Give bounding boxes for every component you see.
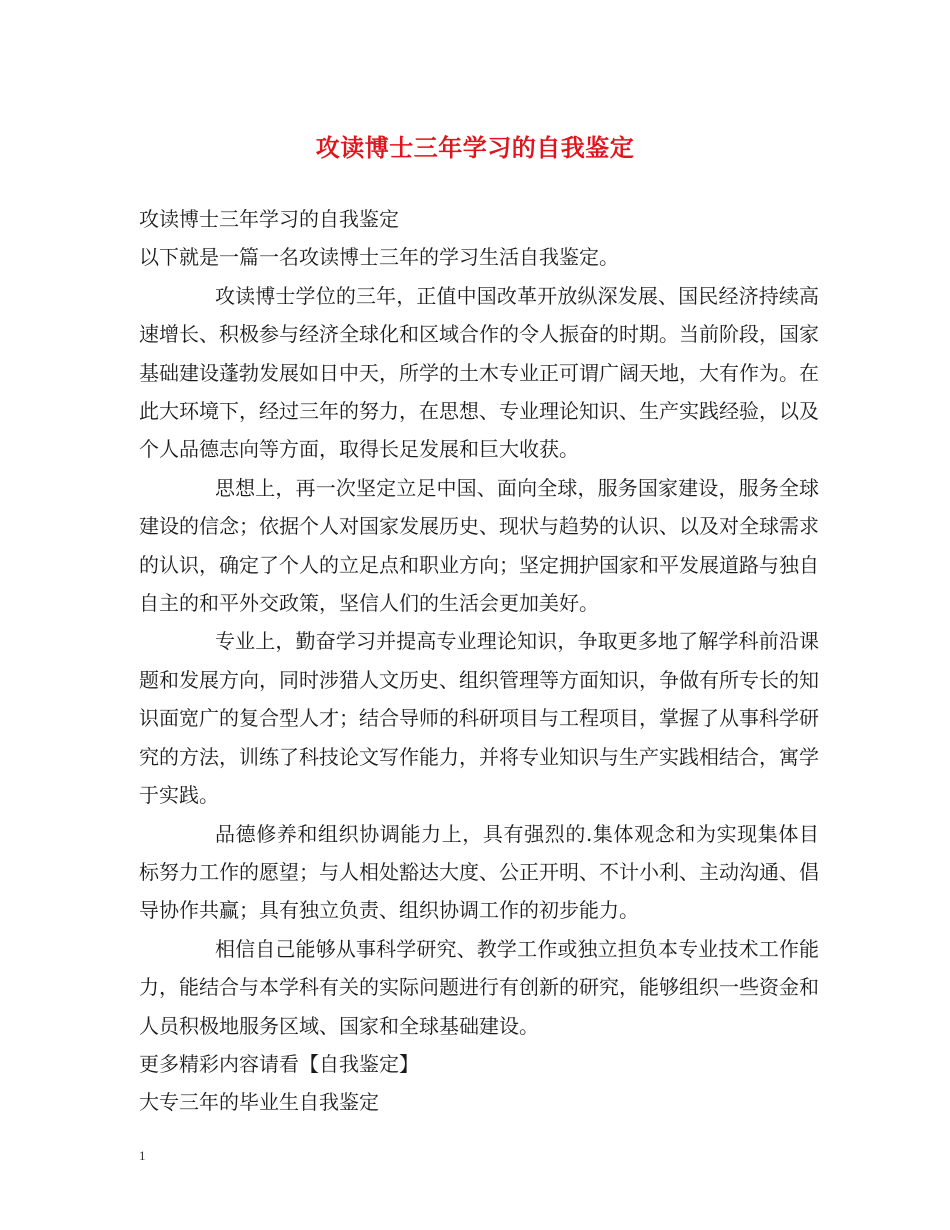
document-title: 攻读博士三年学习的自我鉴定 — [315, 133, 635, 162]
paragraph-4: 品德修养和组织协调能力上，具有强烈的.集体观念和为实现集体目标努力工作的愿望；与人相处豁达大度、公正开明、不计小利、主动沟通、倡导协作共赢；具有独立负责、组织协调工作的初步能力。 — [139, 821, 819, 923]
paragraph-1: 攻读博士学位的三年，正值中国改革开放纵深发展、国民经济持续高速增长、积极参与经济全球化和区域合作的令人振奋的时期。当前阶段，国家基础建设蓬勃发展如日中天，所学的土木专业正可谓广阔天地，大有作为。在此大环境下，经过三年的努力，在思想、专业理论知识、生产实践经验，以及个人品德志向等方面，取得长足发展和巨大收获。 — [139, 283, 819, 462]
document-body — [139, 200, 819, 1122]
intro-line: 以下就是一篇一名攻读博士三年的学习生活自我鉴定。 — [139, 245, 619, 270]
paragraph-5: 相信自己能够从事科学研究、教学工作或独立担负本专业技术工作能力，能结合与本学科有关的实际问题进行有创新的研究，能够组织一些资金和人员积极地服务区域、国家和全球基础建设。 — [139, 936, 819, 1038]
related-article-title[interactable]: 大专三年的毕业生自我鉴定 — [139, 1090, 379, 1115]
paragraph-2: 思想上，再一次坚定立足中国、面向全球，服务国家建设，服务全球建设的信念；依据个人对国家发展历史、现状与趋势的认识、以及对全球需求的认识，确定了个人的立足点和职业方向；坚定拥护国家和平发展道路与独自自主的和平外交政策，坚信人们的生活会更加美好。 — [139, 475, 819, 616]
more-content-link[interactable]: 更多精彩内容请看【自我鉴定】 — [139, 1051, 419, 1076]
paragraph-3: 专业上，勤奋学习并提高专业理论知识，争取更多地了解学科前沿课题和发展方向，同时涉猎人文历史、组织管理等方面知识，争做有所专长的知识面宽广的复合型人才；结合导师的科研项目与工程项目，掌握了从事科学研究的方法，训练了科技论文写作能力，并将专业知识与生产实践相结合，寓学于实践。 — [139, 629, 819, 808]
page-number: 1 — [139, 1148, 146, 1163]
document-subtitle: 攻读博士三年学习的自我鉴定 — [139, 207, 399, 231]
